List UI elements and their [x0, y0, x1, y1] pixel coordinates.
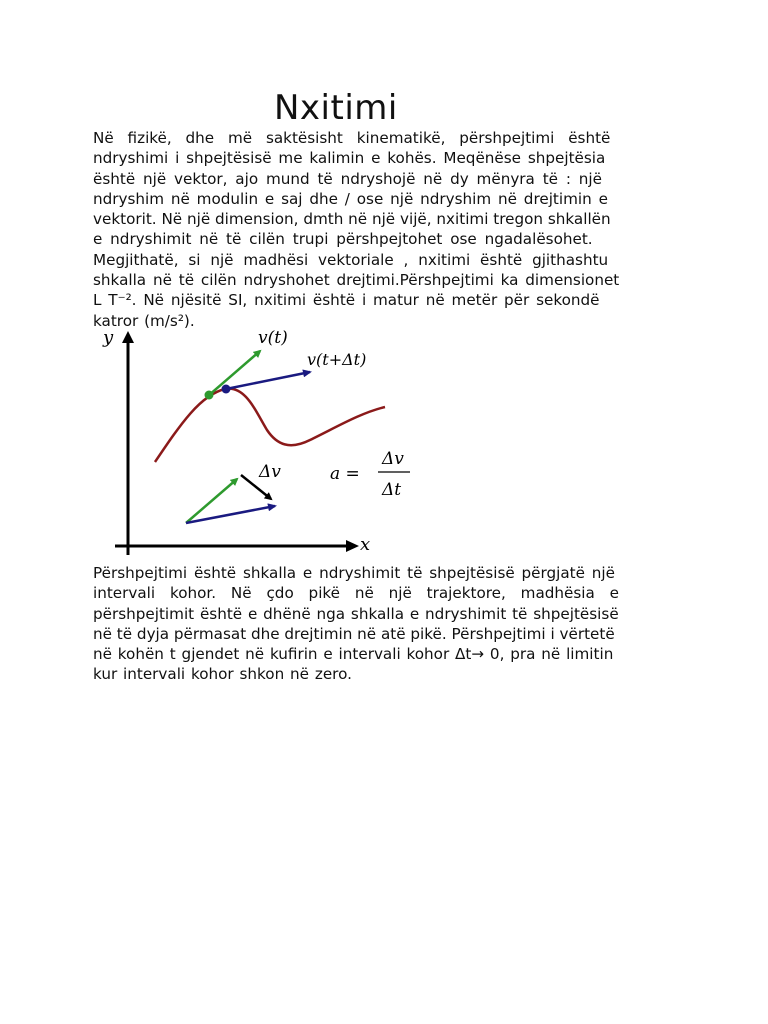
label-v-t: v(t) — [258, 328, 288, 348]
text-line: vektorit. Në një dimension, dmth në një vijë, nxitimi tregon shkallën — [93, 210, 611, 229]
point-t — [205, 391, 214, 400]
text-line: katror (m/s²). — [93, 311, 195, 330]
formula-denominator: Δt — [382, 480, 402, 500]
formula-numerator: Δv — [382, 449, 404, 469]
paragraph-definition — [93, 128, 676, 331]
text-line: intervali kohor. Në çdo pikë në një trajektore, madhësia e — [93, 584, 620, 603]
velocity-vector-t-dt-copy — [186, 506, 275, 523]
text-line: ndryshimi i shpejtësisë me kalimin e kohës. Meqënëse shpejtësia — [93, 149, 606, 168]
page-title: Nxitimi — [274, 88, 398, 128]
text-line: Përshpejtimi është shkalla e ndryshimit të shpejtësisë përgjatë një — [93, 564, 615, 582]
paragraph-explanation — [93, 563, 676, 685]
y-axis-label: y — [103, 327, 114, 348]
text-line: ndryshim në modulin e saj dhe / ose një ndryshim në drejtimin e — [93, 189, 608, 208]
y-axis-arrow — [122, 331, 134, 343]
label-delta-v: Δv — [259, 462, 281, 482]
point-t-dt — [222, 385, 231, 394]
formula-lhs: a = — [330, 464, 360, 484]
text-line: përshpejtimit është e dhënë nga shkalla e ndryshimit të shpejtësisë — [93, 604, 619, 623]
acceleration-diagram — [95, 325, 425, 565]
trajectory-curve — [155, 389, 385, 462]
text-line: Megjithatë, si një madhësi vektoriale , nxitimi është gjithashtu — [93, 250, 609, 269]
text-line: L T⁻². Në njësitë SI, nxitimi është i matur në metër për sekondë — [93, 291, 600, 310]
x-axis-arrow — [346, 540, 359, 552]
text-line: në të dyja përmasat dhe drejtimin në atë pikë. Përshpejtimi i vërtetë — [93, 624, 615, 643]
label-v-t-dt: v(t+Δt) — [307, 350, 367, 369]
text-line: shkalla në të cilën ndryshohet drejtimi.Përshpejtimi ka dimensionet — [93, 271, 620, 290]
velocity-vector-t-dt — [226, 372, 310, 389]
text-line: është një vektor, ajo mund të ndryshojë në dy mënyra të : një — [93, 169, 602, 188]
text-line: e ndryshimit në të cilën trupi përshpejtohet ose ngadalësohet. — [93, 230, 593, 249]
velocity-vector-t-copy — [186, 479, 237, 523]
text-line: kur intervali kohor shkon në zero. — [93, 665, 352, 684]
text-line: në kohën t gjendet në kufirin e intervali kohor Δt→ 0, pra në limitin — [93, 645, 614, 664]
x-axis-label: x — [360, 534, 371, 555]
text-line: Në fizikë, dhe më saktësisht kinematikë, përshpejtimi është — [93, 129, 611, 147]
